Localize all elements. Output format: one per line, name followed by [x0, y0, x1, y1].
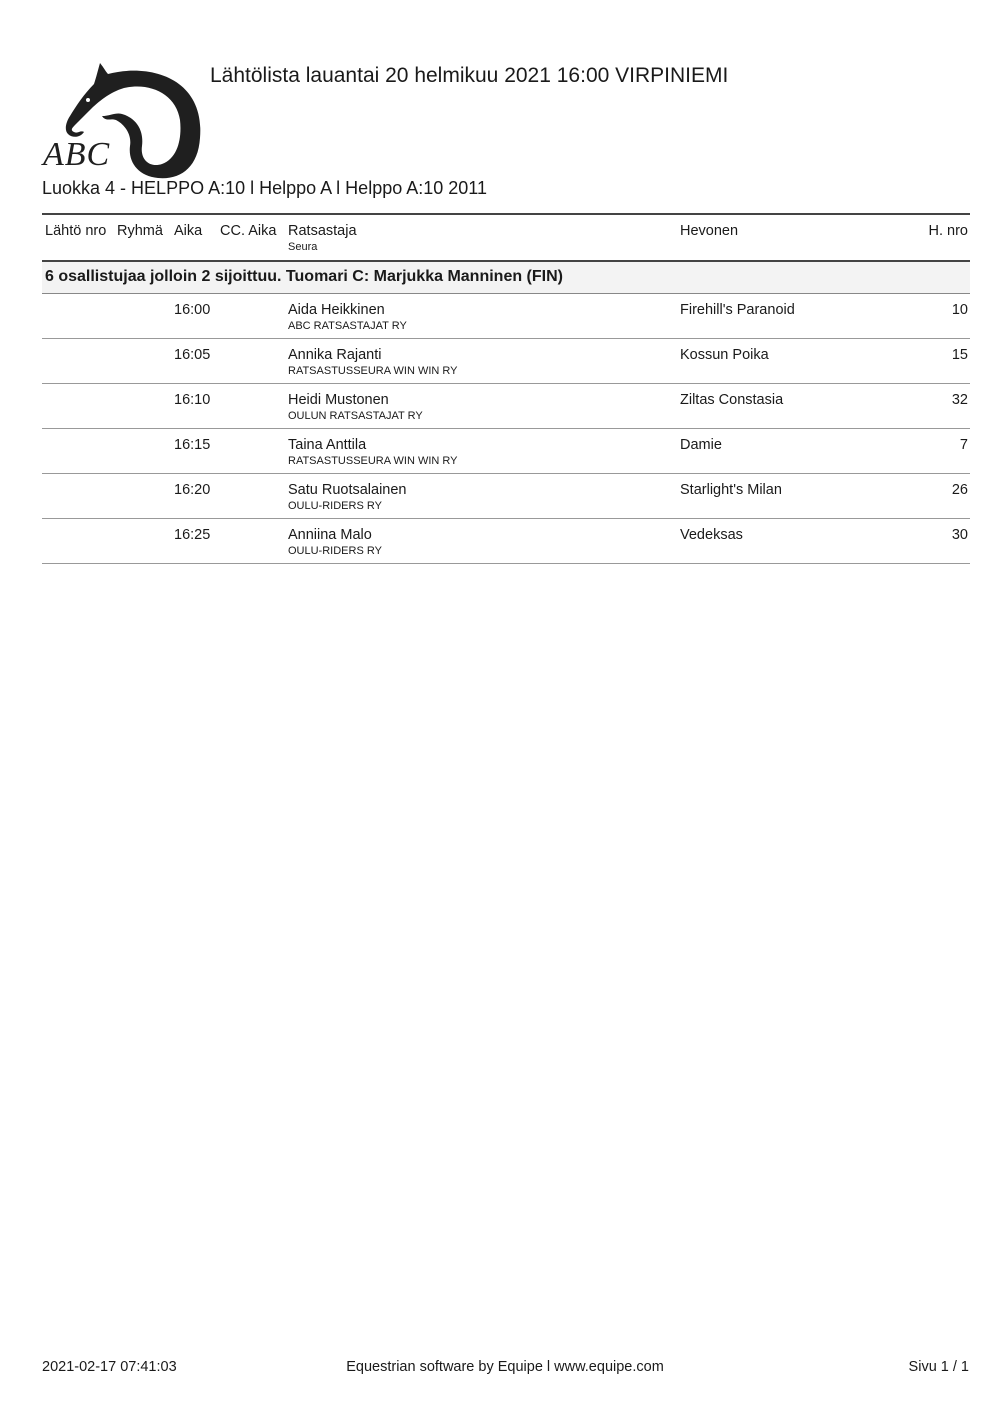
horse-name: Ziltas Constasia: [680, 392, 784, 408]
table-header: [42, 213, 970, 262]
col-group: Ryhmä: [117, 223, 163, 239]
horse-number: 26: [951, 482, 968, 498]
horse-number: 10: [951, 302, 968, 318]
start-list-table: [42, 213, 970, 564]
group-info-row: [42, 262, 970, 294]
rider-club: OULUN RATSASTAJAT RY: [288, 410, 423, 422]
start-time: 16:05: [174, 347, 211, 363]
table-row: [42, 429, 970, 474]
start-time: 16:10: [174, 392, 211, 408]
rider-name: Heidi Mustonen: [288, 392, 389, 408]
rider-club: OULU-RIDERS RY: [288, 500, 382, 512]
table-row: [42, 339, 970, 384]
class-title: Luokka 4 - HELPPO A:10 l Helppo A l Helppo A:10 2011: [42, 178, 487, 198]
group-info: 6 osallistujaa jolloin 2 sijoittuu. Tuomari C: Marjukka Manninen (FIN): [45, 268, 563, 285]
table-row: [42, 384, 970, 429]
rider-club: ABC RATSASTAJAT RY: [288, 320, 407, 332]
rider-name: Aida Heikkinen: [288, 302, 385, 318]
col-club: Seura: [288, 241, 318, 253]
start-time: 16:20: [174, 482, 211, 498]
page-number: Sivu 1 / 1: [908, 1359, 969, 1375]
horse-number: 7: [959, 437, 968, 453]
horse-name: Kossun Poika: [680, 347, 769, 363]
start-time: 16:25: [174, 527, 211, 543]
col-start-no: Lähtö nro: [45, 223, 107, 239]
horse-name: Firehill's Paranoid: [680, 302, 795, 318]
horse-number: 32: [951, 392, 968, 408]
rider-name: Anniina Malo: [288, 527, 372, 543]
rider-club: RATSASTUSSEURA WIN WIN RY: [288, 365, 458, 377]
start-time: 16:15: [174, 437, 211, 453]
horse-number: 30: [951, 527, 968, 543]
col-horse-no: H. nro: [928, 223, 968, 239]
page-title: Lähtölista lauantai 20 helmikuu 2021 16:00 VIRPINIEMI: [210, 64, 729, 87]
club-logo: [40, 58, 210, 183]
col-horse: Hevonen: [680, 223, 739, 239]
rider-name: Annika Rajanti: [288, 347, 382, 363]
col-cc-time: CC. Aika: [220, 223, 277, 239]
table-row: [42, 474, 970, 519]
print-timestamp: 2021-02-17 07:41:03: [42, 1359, 177, 1375]
horse-name: Damie: [680, 437, 722, 453]
rider-club: OULU-RIDERS RY: [288, 545, 382, 557]
rider-name: Satu Ruotsalainen: [288, 482, 407, 498]
col-rider: Ratsastaja: [288, 223, 357, 239]
start-time: 16:00: [174, 302, 211, 318]
logo-text: ABC: [43, 136, 111, 173]
rider-name: Taina Anttila: [288, 437, 367, 453]
horse-name: Starlight's Milan: [680, 482, 782, 498]
rider-club: RATSASTUSSEURA WIN WIN RY: [288, 455, 458, 467]
horse-number: 15: [951, 347, 968, 363]
table-row: [42, 294, 970, 339]
col-time: Aika: [174, 223, 203, 239]
software-credit: Equestrian software by Equipe l www.equipe.com: [346, 1359, 664, 1375]
horse-name: Vedeksas: [680, 527, 743, 543]
table-row: [42, 519, 970, 564]
